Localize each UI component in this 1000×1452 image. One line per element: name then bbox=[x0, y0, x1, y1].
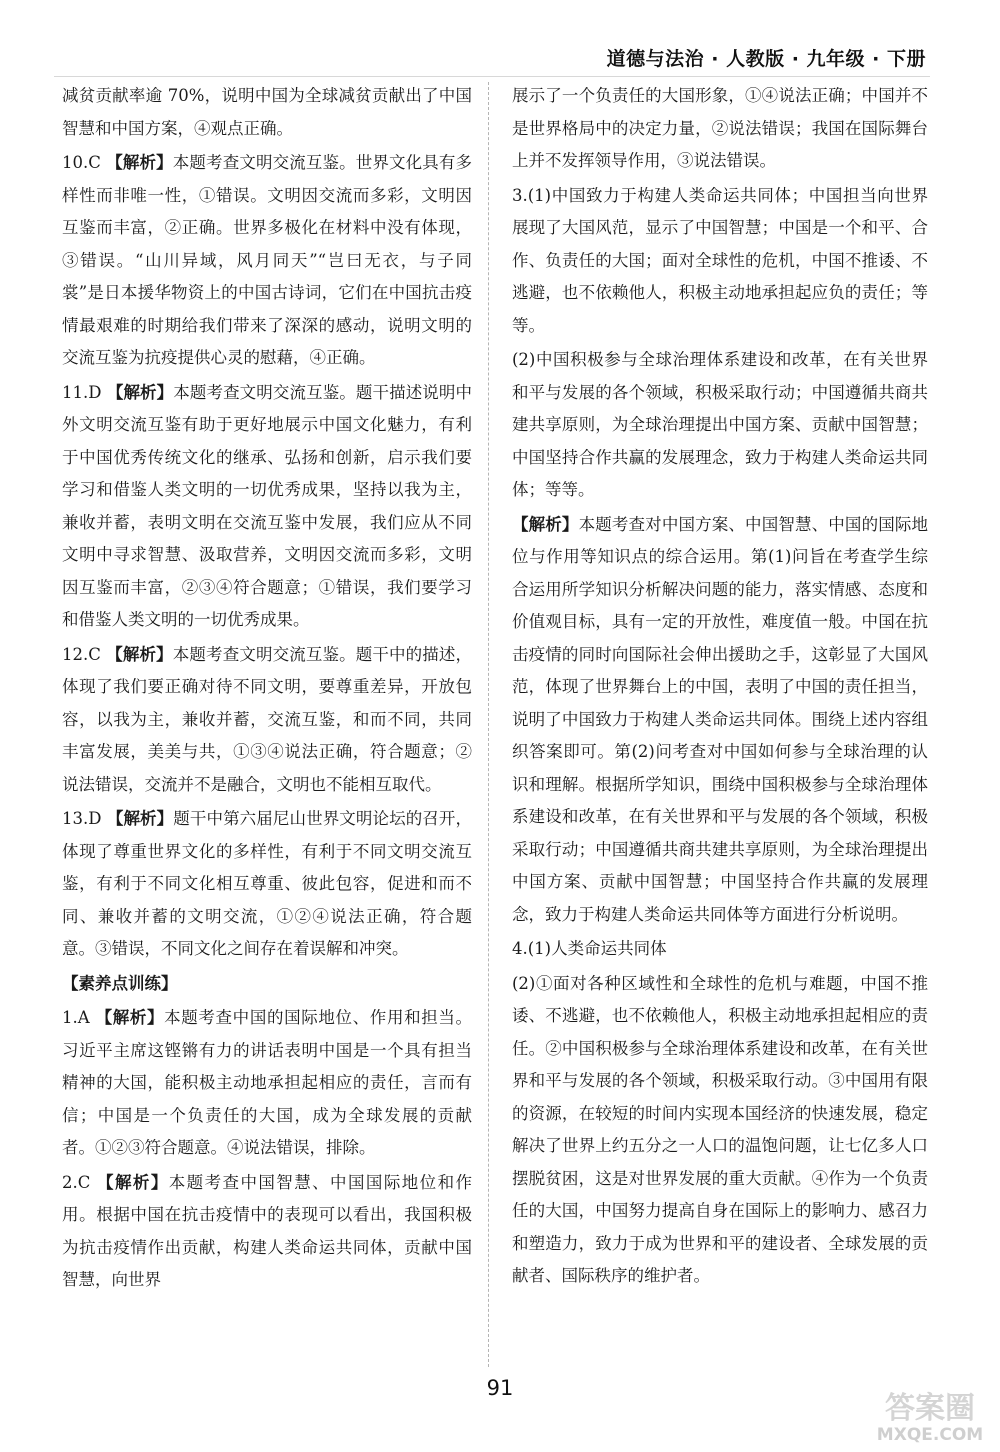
answer-4-part-2 bbox=[512, 968, 928, 1293]
analysis-tag: 【解析】 bbox=[512, 514, 579, 534]
analysis-tag: 【解析】 bbox=[95, 1008, 165, 1027]
answer-3-part-1 bbox=[512, 180, 928, 343]
analysis-tag: 【解析】 bbox=[106, 809, 174, 828]
analysis-tag: 【解析】 bbox=[106, 382, 174, 402]
answer-12 bbox=[62, 639, 472, 802]
para-text: 本题考查文明交流互鉴。题干中的描述，体现了我们要正确对待不同文明，要尊重差异，开放包容，以我为主，兼收并蓄，交流互鉴，和而不同，共同丰富发展，美美与共，①③④说法正确，符合题意；②说法错误，交流并不是融合，文明也不能相互取代。 bbox=[62, 644, 473, 794]
answer-11 bbox=[62, 377, 472, 637]
column-divider bbox=[488, 82, 489, 1367]
para-text: 本题考查文明交流互鉴。题干描述说明中外文明交流互鉴有助于更好地展示中国文化魅力，有利于中国优秀传统文化的继承、弘扬和创新，启示我们要学习和借鉴人类文明的一切优秀成果，坚持以我为主，兼收并蓄，表明文明在交流互鉴中发展，我们应从不同文明中寻求智慧、汲取营养，文明因交流而多彩，文明因互鉴而丰富，②③④符合题意；①错误，我们要学习和借鉴人类文明的一切优秀成果。 bbox=[62, 382, 473, 629]
para-text: 本题考查中国智慧、中国国际地位和作用。根据中国在抗击疫情中的表现可以看出，我国积极为抗击疫情作出贡献，构建人类命运共同体，贡献中国智慧，向世界 bbox=[62, 1172, 473, 1289]
page-header-title: 道德与法治 · 人教版 · 九年级 · 下册 bbox=[606, 48, 926, 70]
watermark-main-text: 答案圈 bbox=[885, 1391, 975, 1426]
para-text: (2)①面对各种区域性和全球性的危机与难题，中国不推诿、不逃避，也不依赖他人，积极主动地承担起相应的责任。②中国积极参与全球治理体系建设和改革，在有关世界和平与发展的各个领域，积极采取行动。③中国用有限的资源，在较短的时间内实现本国经济的快速发展，稳定解决了世界上约五分之一人口的温饱问题，让七亿多人口摆脱贫困，这是对世界发展的重大贡献。④作为一个负责任的大国，中国努力提高自身在国际上的影响力、感召力和塑造力，致力于成为世界和平的建设者、全球发展的贡献者、国际秩序的维护者。 bbox=[512, 973, 928, 1285]
watermark-sub-text: MXQE.COM bbox=[876, 1425, 984, 1445]
answer-13 bbox=[62, 803, 472, 966]
answer-number: 3. bbox=[512, 185, 528, 205]
analysis-tag: 【解析】 bbox=[106, 153, 173, 172]
section-title-training: 【素养点训练】 bbox=[62, 973, 178, 993]
para-text: 本题考查对中国方案、中国智慧、中国的国际地位与作用等知识点的综合运用。第(1)问旨在考查学生综合运用所学知识分析解决问题的能力，落实情感、态度和价值观目标，具有一定的开放性，难度值一般。中国在抗击疫情的同时向国际社会伸出援助之手，这彰显了大国风范，体现了世界舞台上的中国，表明了中国的责任担当，说明了中国致力于构建人类命运共同体。围绕上述内容组织答案即可。第(2)问考查对中国如何参与全球治理的认识和理解。根据所学知识，围绕中国积极参与全球治理体系建设和改革，在有关世界和平与发展的各个领域，积极采取行动；中国遵循共商共建共享原则，为全球治理提出中国方案、贡献中国智慧；中国坚持合作共赢的发展理念，致力于构建人类命运共同体等方面进行分析说明。 bbox=[512, 514, 929, 924]
analysis-tag: 【解析】 bbox=[97, 1172, 169, 1192]
answer-3-analysis bbox=[512, 509, 928, 932]
answer-1 bbox=[62, 1002, 472, 1165]
para-text: (1)中国致力于构建人类命运共同体；中国担当向世界展现了大国风范，显示了中国智慧；中国是一个和平、合作、负责任的大国；面对全球性的危机，中国不推诿、不逃避，也不依赖他人，积极主动地承担起应负的责任；等等。 bbox=[512, 185, 928, 335]
para-text: 减贫贡献率逾 70%，说明中国为全球减贫贡献出了中国智慧和中国方案，④观点正确。 bbox=[62, 86, 472, 138]
answer-number: 1.A bbox=[62, 1008, 90, 1027]
para-text: 题干中第六届尼山世界文明论坛的召开，体现了尊重世界文化的多样性，有利于不同文明交流互鉴，有利于不同文化相互尊重、彼此包容，促进和而不同、兼收并蓄的文明交流，①②④说法正确，符合题意。③错误，不同文化之间存在着误解和冲突。 bbox=[62, 809, 473, 958]
page-number: 91 bbox=[486, 1376, 514, 1400]
para-text: 本题考查文明交流互鉴。世界文化具有多样性而非唯一性，①错误。文明因交流而多彩，文明因互鉴而丰富，②正确。世界多极化在材料中没有体现，③错误。“山川异域，风月同天”“岂曰无衣，与子同裳”是日本援华物资上的中国古诗词，它们在中国抗击疫情最艰难的时期给我们带来了深深的感动，说明文明的交流互鉴为抗疫提供心灵的慰藉，④正确。 bbox=[62, 153, 473, 367]
answer-2 bbox=[62, 1167, 472, 1297]
answer-number: 11.D bbox=[62, 382, 102, 402]
right-para-continuation bbox=[512, 80, 928, 178]
para-text: (1)人类命运共同体 bbox=[527, 939, 667, 958]
watermark-logo bbox=[872, 1380, 988, 1446]
left-column bbox=[62, 80, 472, 1299]
answer-10 bbox=[62, 147, 472, 375]
para-text: (2)中国积极参与全球治理体系建设和改革，在有关世界和平与发展的各个领域，积极采取行动；中国遵循共商共建共享原则，为全球治理提出中国方案、贡献中国智慧；中国坚持合作共赢的发展理念，致力于构建人类命运共同体；等等。 bbox=[512, 350, 928, 499]
para-text: 本题考查中国的国际地位、作用和担当。习近平主席这铿锵有力的讲话表明中国是一个具有担当精神的大国，能积极主动地承担起相应的责任，言而有信；中国是一个负责任的大国，成为全球发展的贡献者。①②③符合题意。④说法错误，排除。 bbox=[62, 1008, 473, 1157]
answer-number: 4. bbox=[512, 939, 528, 958]
answer-number: 12.C bbox=[62, 644, 101, 664]
analysis-tag: 【解析】 bbox=[106, 644, 173, 664]
answer-number: 10.C bbox=[62, 153, 101, 172]
answer-4-part-1 bbox=[512, 933, 928, 966]
right-column bbox=[512, 80, 928, 1295]
answer-3-part-2 bbox=[512, 344, 928, 507]
answer-number: 13.D bbox=[62, 809, 102, 828]
header-rule bbox=[54, 76, 930, 77]
left-para-continuation bbox=[62, 80, 472, 145]
answer-number: 2.C bbox=[62, 1172, 91, 1192]
para-text: 展示了一个负责任的大国形象，①④说法正确；中国并不是世界格局中的决定力量，②说法错误；我国在国际舞台上并不发挥领导作用，③说法错误。 bbox=[512, 86, 928, 170]
